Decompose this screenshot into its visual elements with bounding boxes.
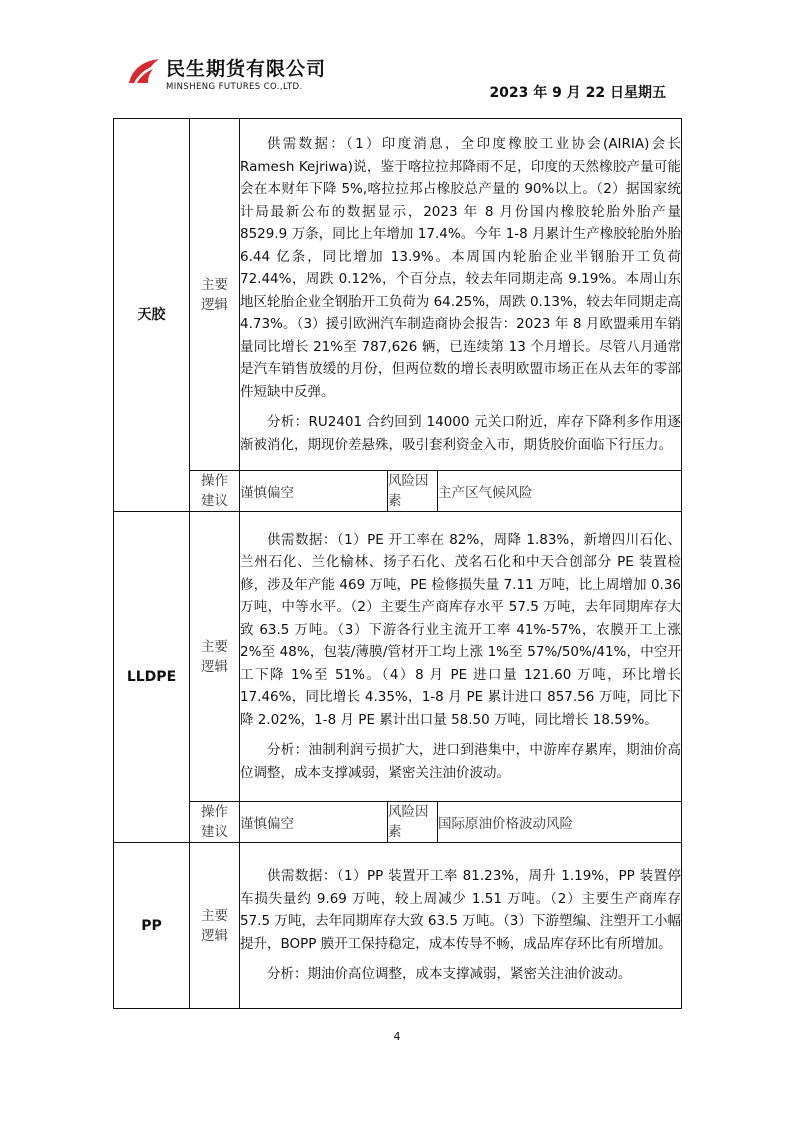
risk-value: 国际原油价格波动风险	[438, 802, 682, 843]
logic-content-pp	[240, 843, 682, 1009]
analysis-paragraph: 分析：油制利润亏损扩大，进口到港集中，中游库存累库，期油价高位调整，成本支撑减弱，紧密关注油价波动。	[240, 742, 682, 781]
risk-label: 风险因素	[388, 802, 438, 843]
logic-content-lldpe	[240, 512, 682, 802]
logic-paragraph: 供需数据：（1）PP 装置开工率 81.23%，周升 1.19%，PP 装置停车损失量约 9.69 万吨，较上周减少 1.51 万吨。（2）主要生产商库存 57.5 万吨，去年同期库存大致 63.5 万吨。（3）下游塑编、注塑开工小幅提升，BOPP 膜开工保持稳定，成本传导不畅，成品库存环比有所增加。	[240, 868, 682, 952]
product-name-pp: PP	[114, 843, 190, 1009]
operation-value: 谨慎偏空	[240, 471, 388, 512]
logic-paragraph: 供需数据：（1）印度消息，全印度橡胶工业协会(AIRIA)会长 Ramesh Kejriwa)说，鉴于喀拉拉邦降雨不足，印度的天然橡胶产量可能会在本财年下降 5%,喀拉拉邦占橡胶总产量的 90%以上。（2）据国家统计局最新公布的数据显示，2023 年 8 月份国内橡胶轮胎外胎产量 8529.9 万条，同比上年增加 17.4%。今年 1-8 月累计生产橡胶轮胎外胎 6.44 亿条，同比增加 13.9%。本周国内轮胎企业半钢胎开工负荷 72.44%，周跌 0.12%，个百分点，较去年同期走高 9.19%。本周山东地区轮胎企业全钢胎开工负荷为 64.25%，周跌 0.13%，较去年同期走高 4.73%。（3）援引欧洲汽车制造商协会报告：2023 年 8 月欧盟乘用车销量同比增长 21%至 787,626 辆，已连续第 13 个月增长。尽管八月通常是汽车销售放缓的月份，但两位数的增长表明欧盟市场正在从去年的零部件短缺中反弹。	[240, 136, 682, 400]
operation-label: 操作建议	[190, 471, 240, 512]
commodity-table	[113, 118, 682, 1009]
logic-label: 主要逻辑	[190, 843, 240, 1009]
logic-content-rubber	[240, 119, 682, 471]
analysis-paragraph: 分析：期油价高位调整，成本支撑减弱，紧密关注油价波动。	[267, 966, 632, 983]
risk-label: 风险因素	[388, 471, 438, 512]
section-row-pp	[114, 843, 682, 1009]
operation-row-lldpe	[114, 802, 682, 843]
risk-value: 主产区气候风险	[438, 471, 682, 512]
product-name-lldpe: LLDPE	[114, 512, 190, 843]
operation-label: 操作建议	[190, 802, 240, 843]
logic-paragraph: 供需数据：（1）PE 开工率在 82%，周降 1.83%，新增四川石化、兰州石化、兰化榆林、扬子石化、茂名石化和中天合创部分 PE 装置检修，涉及年产能 469 万吨，PE 检修损失量 7.11 万吨，比上周增加 0.36 万吨，中等水平。（2）主要生产商库存水平 57.5 万吨，去年同期库存大致 63.5 万吨。（3）下游各行业主流开工率 41%-57%，农膜开工上涨 2%至 48%，包装/薄膜/管材开工均上涨 1%至 57%/50%/41%，中空开工下降 1%至 51%。（4）8 月 PE 进口量 121.60 万吨，环比增长 17.46%，同比增长 4.35%，1-8 月 PE 累计进口 857.56 万吨，同比下降 2.02%，1-8 月 PE 累计出口量 58.50 万吨，同比增长 18.59%。	[240, 531, 682, 728]
page-header	[0, 0, 794, 110]
report-date: 2023 年 9 月 22 日星期五	[489, 85, 666, 101]
company-name-en: MINSHENG FUTURES CO.,LTD.	[166, 82, 303, 92]
logic-label: 主要逻辑	[190, 119, 240, 471]
minsheng-logo-icon	[126, 56, 162, 86]
operation-row-rubber	[114, 471, 682, 512]
page-number: 4	[393, 1030, 401, 1043]
company-logo	[126, 52, 366, 100]
section-row-lldpe	[114, 512, 682, 802]
analysis-paragraph: 分析：RU2401 合约回到 14000 元关口附近，库存下降利多作用逐渐被消化，期现价差悬殊，吸引套利资金入市，期货胶价面临下行压力。	[240, 414, 682, 453]
product-name-rubber: 天胶	[114, 119, 190, 512]
logic-label: 主要逻辑	[190, 512, 240, 802]
company-name-cn: 民生期货有限公司	[166, 58, 327, 80]
section-row-rubber	[114, 119, 682, 471]
operation-value: 谨慎偏空	[240, 802, 388, 843]
